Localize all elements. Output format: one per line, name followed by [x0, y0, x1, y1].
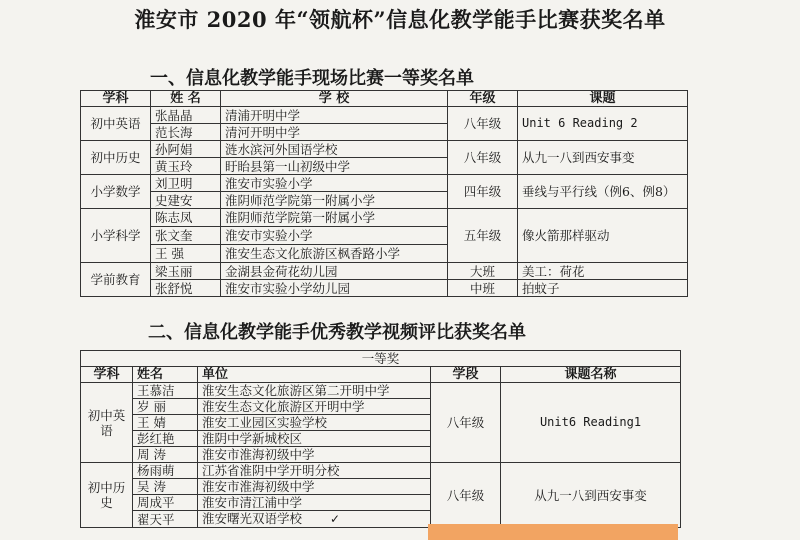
school-cell: 淮阴中学新城校区: [198, 431, 431, 447]
school-cell: 淮安市实验小学: [221, 227, 448, 245]
grade-cell: 八年级: [448, 141, 518, 175]
name-cell: 刘卫明: [151, 175, 221, 192]
topic-cell: Unit6 Reading1: [501, 383, 681, 463]
name-cell: 王 强: [151, 245, 221, 263]
award-level: 一等奖: [81, 351, 681, 367]
school-cell: 淮安市清江浦中学: [198, 495, 431, 511]
school-cell: 淮安市实验小学: [221, 175, 448, 192]
table-row: [81, 463, 681, 479]
name-cell: 岁 丽: [133, 399, 198, 415]
school-cell: 江苏省淮阴中学开明分校: [198, 463, 431, 479]
highlight-strip: [428, 524, 678, 540]
school-cell: 清河开明中学: [221, 124, 448, 141]
header-topic: 课题: [518, 91, 688, 107]
school-cell: 淮安工业园区实验学校: [198, 415, 431, 431]
grade-cell: 八年级: [448, 107, 518, 141]
subject-cell: 小学科学: [81, 209, 151, 263]
name-cell: 彭红艳: [133, 431, 198, 447]
subject-cell: 学前教育: [81, 263, 151, 297]
table-row: [81, 141, 688, 158]
school-cell: 涟水滨河外国语学校: [221, 141, 448, 158]
header-unit: 单位: [198, 367, 431, 383]
name-cell: 王慕洁: [133, 383, 198, 399]
header-subject: 学科: [81, 91, 151, 107]
subject-cell: 初中历史: [81, 463, 133, 528]
header-grade: 年级: [448, 91, 518, 107]
header-name: 姓 名: [151, 91, 221, 107]
table-row: [81, 175, 688, 192]
topic-cell: 垂线与平行线（例6、例8）: [518, 175, 688, 209]
subject-cell: 小学数学: [81, 175, 151, 209]
school-cell: 淮阴师范学院第一附属小学: [221, 209, 448, 227]
topic-cell: 美工：荷花: [518, 263, 688, 280]
school-cell: 金湖县金荷花幼儿园: [221, 263, 448, 280]
table-header-row: [81, 91, 688, 107]
award-level-row: [81, 351, 681, 367]
subject-cell: 初中英语: [81, 107, 151, 141]
table-header-row: [81, 367, 681, 383]
document-title: 淮安市 2020 年“领航杯”信息化教学能手比赛获奖名单: [134, 7, 666, 32]
topic-cell: 从九一八到西安事变: [501, 463, 681, 528]
name-cell: 黄玉玲: [151, 158, 221, 175]
header-topic-name: 课题名称: [501, 367, 681, 383]
grade-cell: 五年级: [448, 209, 518, 263]
check-mark-icon: ✓: [330, 512, 341, 526]
table-row: [81, 107, 688, 124]
school-cell: 淮安市淮海初级中学: [198, 479, 431, 495]
subject-cell: 初中历史: [81, 141, 151, 175]
section1-table: [80, 90, 688, 297]
name-cell: 梁玉丽: [151, 263, 221, 280]
table-row: [81, 263, 688, 280]
table-row: [81, 280, 688, 297]
topic-cell: Unit 6 Reading 2: [518, 107, 688, 141]
grade-cell: 中班: [448, 280, 518, 297]
school-cell: 淮安生态文化旅游区第二开明中学: [198, 383, 431, 399]
section1-title: 一、信息化教学能手现场比赛一等奖名单: [150, 68, 474, 89]
header-school: 学 校: [221, 91, 448, 107]
name-cell: 范长海: [151, 124, 221, 141]
name-cell: 张晶晶: [151, 107, 221, 124]
school-cell: 淮安市淮海初级中学: [198, 447, 431, 463]
name-cell: 孙阿娟: [151, 141, 221, 158]
school-cell: 淮阴师范学院第一附属小学: [221, 192, 448, 209]
name-cell: 王 婧: [133, 415, 198, 431]
grade-cell: 大班: [448, 263, 518, 280]
topic-cell: 像火箭那样驱动: [518, 209, 688, 263]
name-cell: 周 涛: [133, 447, 198, 463]
grade-cell: 八年级: [431, 383, 501, 463]
school-cell: 淮安生态文化旅游区开明中学: [198, 399, 431, 415]
header-stage: 学段: [431, 367, 501, 383]
school-name: 淮安曙光双语学校: [202, 511, 303, 526]
name-cell: 吴 涛: [133, 479, 198, 495]
name-cell: 张舒悦: [151, 280, 221, 297]
school-cell: 淮安生态文化旅游区枫香路小学: [221, 245, 448, 263]
name-cell: 史建安: [151, 192, 221, 209]
school-cell: [198, 511, 431, 528]
school-cell: 盱眙县第一山初级中学: [221, 158, 448, 175]
name-cell: 翟天平: [133, 511, 198, 528]
grade-cell: 四年级: [448, 175, 518, 209]
header-name: 姓名: [133, 367, 198, 383]
name-cell: 周成平: [133, 495, 198, 511]
topic-cell: 拍蚊子: [518, 280, 688, 297]
name-cell: 陈志凤: [151, 209, 221, 227]
topic-cell: 从九一八到西安事变: [518, 141, 688, 175]
school-cell: 清浦开明中学: [221, 107, 448, 124]
section2-title: 二、信息化教学能手优秀教学视频评比获奖名单: [148, 322, 526, 343]
subject-cell: 初中英语: [81, 383, 133, 463]
school-cell: 淮安市实验小学幼儿园: [221, 280, 448, 297]
section2-table: [80, 350, 681, 528]
table-row: [81, 209, 688, 227]
name-cell: 杨雨萌: [133, 463, 198, 479]
header-subject: 学科: [81, 367, 133, 383]
grade-cell: 八年级: [431, 463, 501, 528]
table-row: [81, 383, 681, 399]
name-cell: 张文奎: [151, 227, 221, 245]
